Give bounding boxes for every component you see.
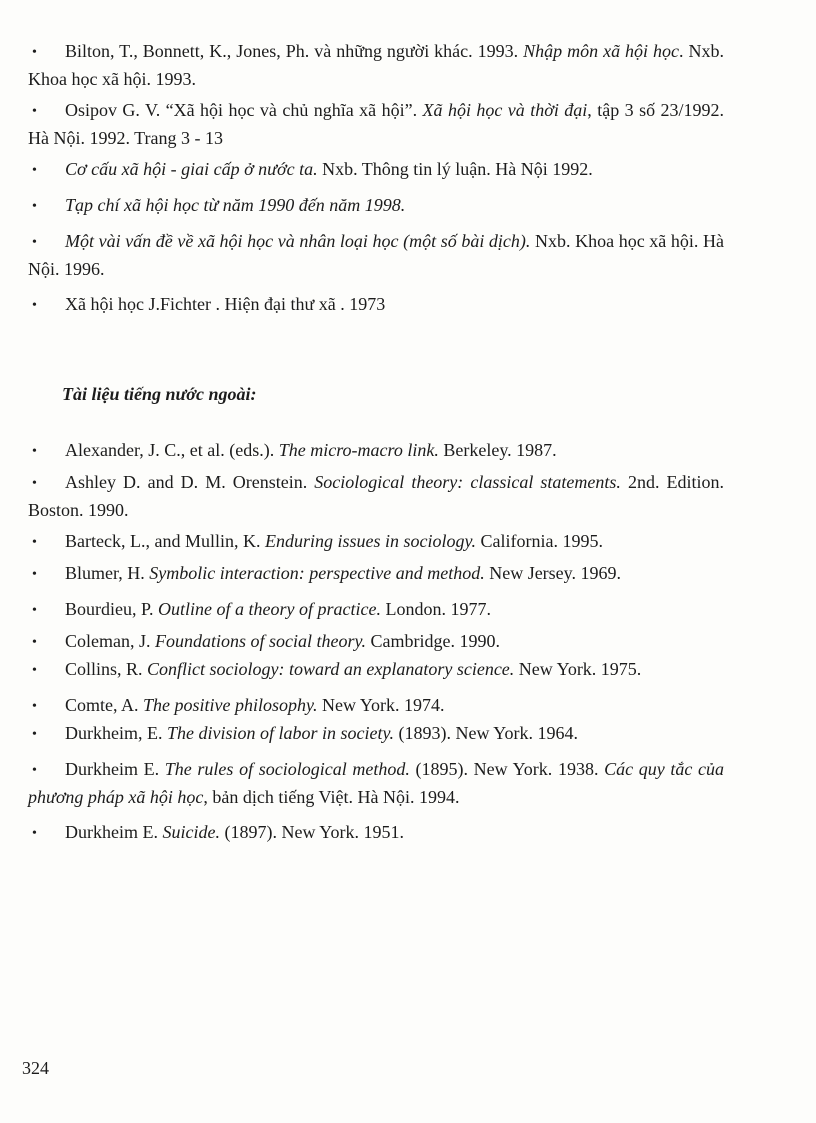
bullet-marker: • xyxy=(32,727,37,742)
reference-publication: (1895). New York. 1938. xyxy=(409,759,605,779)
section-heading-foreign-references: Tài liệu tiếng nước ngoài: xyxy=(62,384,257,404)
reference-title: The positive philosophy. xyxy=(143,695,318,715)
reference-authors: Durkheim E. xyxy=(65,759,165,779)
reference-title: Symbolic interaction: perspective and method. xyxy=(149,563,485,583)
reference-title: Một vài vấn đề về xã hội học và nhân loại học (một số bài dịch). xyxy=(65,231,531,251)
reference-title: The micro-macro link. xyxy=(278,440,439,460)
bullet-marker: • xyxy=(32,45,37,60)
reference-authors: Durkheim, E. xyxy=(65,723,167,743)
reference-publication: (1893). New York. 1964. xyxy=(393,723,578,743)
reference-translation-title: Các quy tắc của phương pháp xã hội học xyxy=(28,759,725,807)
bullet-marker: • xyxy=(32,476,37,491)
reference-entry xyxy=(28,596,724,624)
reference-publication: Berkeley. 1987. xyxy=(438,440,557,460)
bullet-marker: • xyxy=(32,699,37,714)
bullet-marker: • xyxy=(32,635,37,650)
reference-publication: , tập 3 số 23/1992. Hà Nội. 1992. Trang 3 - 13 xyxy=(28,100,725,148)
reference-entry xyxy=(28,38,724,93)
reference-entry xyxy=(28,692,724,720)
reference-publication: Nxb. Khoa học xã hội. Hà Nội. 1996. xyxy=(28,231,724,279)
reference-entry xyxy=(28,720,724,748)
reference-publication: New York. 1974. xyxy=(317,695,445,715)
reference-title: Tạp chí xã hội học từ năm 1990 đến năm 1998. xyxy=(65,195,406,215)
reference-publication: 2nd. Edition. Boston. 1990. xyxy=(28,472,724,520)
reference-authors: Alexander, J. C., et al. (eds.). xyxy=(65,440,279,460)
bullet-marker: • xyxy=(32,567,37,582)
reference-translation-publication: , bản dịch tiếng Việt. Hà Nội. 1994. xyxy=(203,787,460,807)
reference-publication: Cambridge. 1990. xyxy=(366,631,500,651)
reference-publication: California. 1995. xyxy=(475,531,603,551)
bullet-marker: • xyxy=(32,298,37,313)
bullet-marker: • xyxy=(32,826,37,841)
bullet-marker: • xyxy=(32,444,37,459)
vietnamese-reference-list xyxy=(28,38,724,319)
reference-title: Conflict sociology: toward an explanatory science. xyxy=(147,659,515,679)
reference-entry xyxy=(28,228,724,283)
reference-title: Suicide. xyxy=(162,822,220,842)
bullet-marker: • xyxy=(32,535,37,550)
reference-publication: (1897). New York. 1951. xyxy=(219,822,404,842)
reference-entry xyxy=(28,291,724,319)
reference-title: The rules of sociological method. xyxy=(164,759,410,779)
reference-title: The division of labor in society. xyxy=(166,723,394,743)
reference-title: Foundations of social theory. xyxy=(155,631,366,651)
bullet-marker: • xyxy=(32,235,37,250)
bullet-marker: • xyxy=(32,663,37,678)
reference-entry xyxy=(28,656,724,684)
reference-authors: Barteck, L., and Mullin, K. xyxy=(65,531,265,551)
reference-entry xyxy=(28,528,724,556)
reference-publication: . Nxb. Khoa học xã hội. 1993. xyxy=(28,41,725,89)
reference-title: Sociological theory: classical statements. xyxy=(314,472,621,492)
reference-authors: Osipov G. V. “Xã hội học và chủ nghĩa xã hội”. xyxy=(65,100,423,120)
reference-entry xyxy=(28,437,724,465)
reference-authors: Xã hội học J.Fichter . Hiện đại thư xã . 1973 xyxy=(65,294,386,314)
reference-entry xyxy=(28,156,724,184)
reference-publication: New York. 1975. xyxy=(514,659,642,679)
bullet-marker: • xyxy=(32,163,37,178)
bullet-marker: • xyxy=(32,104,37,119)
reference-entry xyxy=(28,819,724,847)
reference-title: Nhập môn xã hội học xyxy=(523,41,680,61)
reference-title: Outline of a theory of practice. xyxy=(158,599,381,619)
reference-title: Enduring issues in sociology. xyxy=(264,531,476,551)
reference-authors: Collins, R. xyxy=(65,659,148,679)
reference-authors: Comte, A. xyxy=(65,695,144,715)
reference-entry xyxy=(28,560,724,588)
reference-authors: Ashley D. and D. M. Orenstein. xyxy=(65,472,315,492)
foreign-reference-list xyxy=(28,437,724,847)
reference-authors: Bourdieu, P. xyxy=(65,599,159,619)
bullet-marker: • xyxy=(32,199,37,214)
reference-authors: Coleman, J. xyxy=(65,631,155,651)
reference-entry xyxy=(28,469,724,524)
reference-title: Xã hội học và thời đại xyxy=(422,100,588,120)
reference-publication: London. 1977. xyxy=(380,599,491,619)
bullet-marker: • xyxy=(32,603,37,618)
reference-authors: Blumer, H. xyxy=(65,563,150,583)
reference-authors: Durkheim E. xyxy=(65,822,163,842)
page-number: 324 xyxy=(22,1058,49,1078)
reference-title: Cơ cấu xã hội - giai cấp ở nước ta. xyxy=(65,159,318,179)
reference-entry xyxy=(28,97,724,152)
reference-entry xyxy=(28,192,724,220)
reference-publication: New Jersey. 1969. xyxy=(484,563,622,583)
reference-entry xyxy=(28,756,724,811)
reference-publication: Nxb. Thông tin lý luận. Hà Nội 1992. xyxy=(317,159,593,179)
bullet-marker: • xyxy=(32,763,37,778)
reference-authors: Bilton, T., Bonnett, K., Jones, Ph. và những người khác. 1993. xyxy=(65,41,524,61)
reference-entry xyxy=(28,628,724,656)
